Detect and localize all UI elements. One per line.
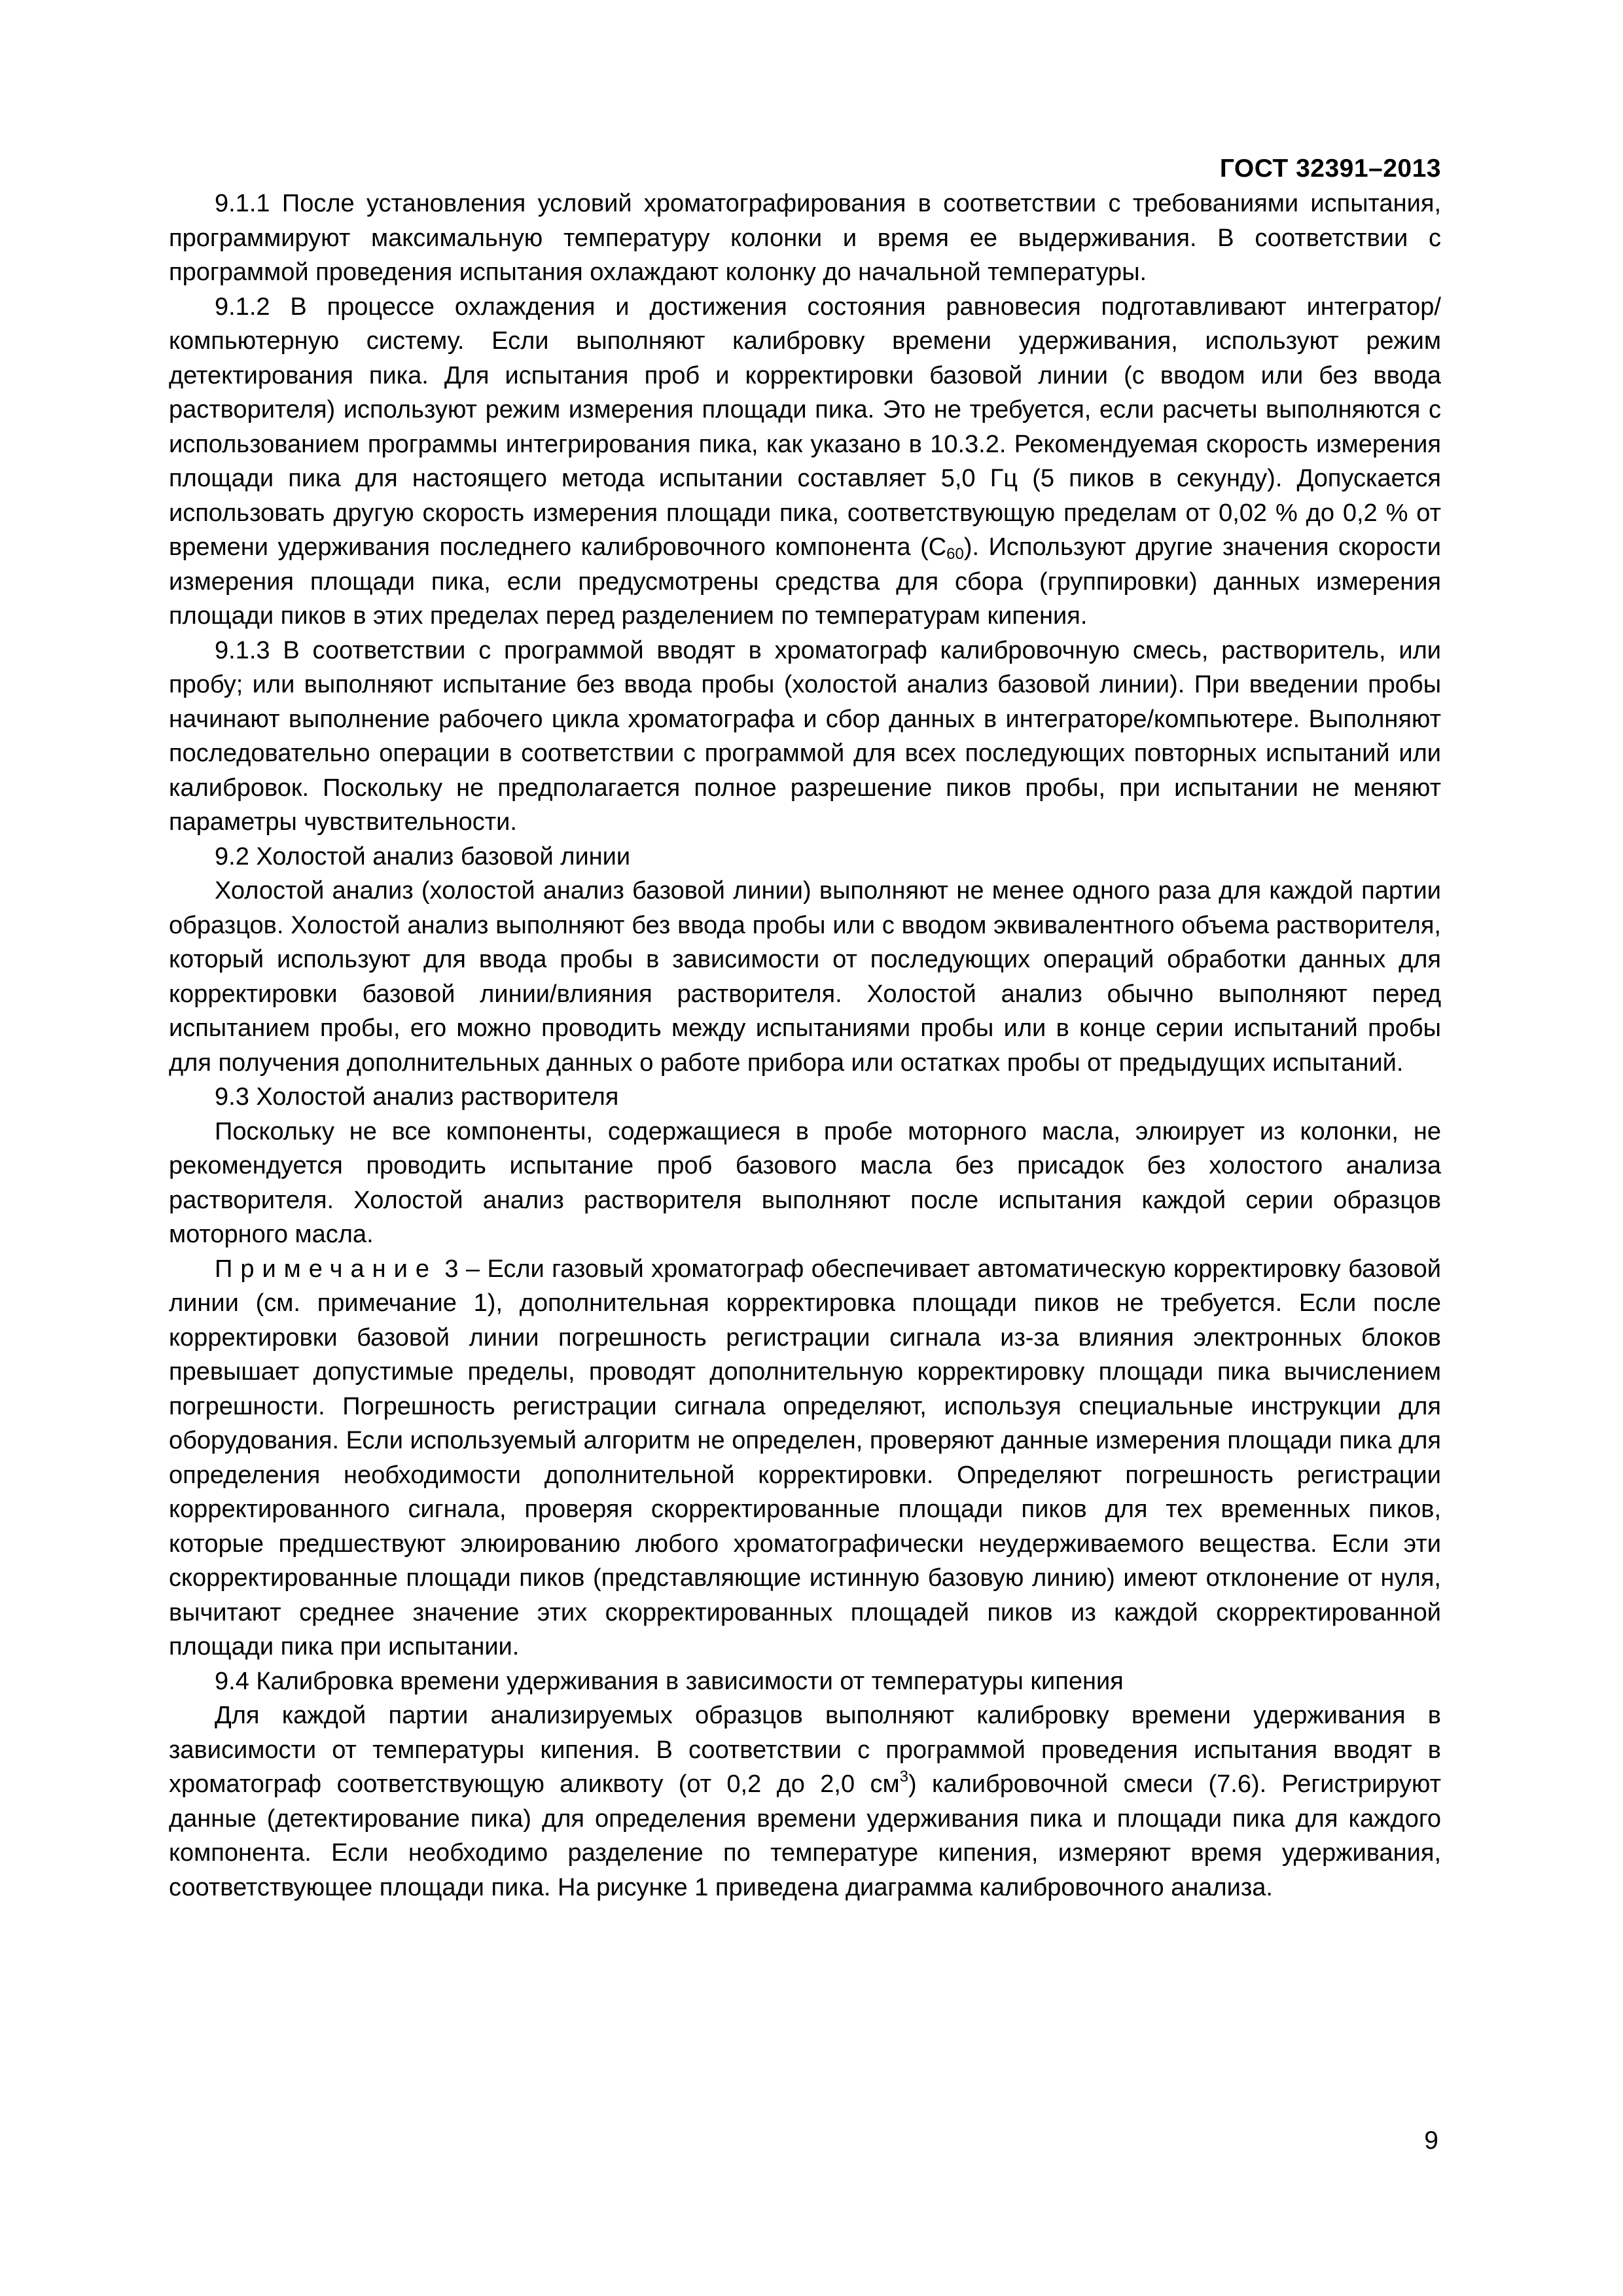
page-number: 9 bbox=[1424, 2126, 1438, 2155]
paragraph-9-4-part-a: Для каждой партии анализируемых образцов выполняют калибровку времени удерживания в зависимости от температуры кипения. В соответствии с программой проведения испытания вводят в хроматограф соответствующую аликвоту (от 0,2 до 2,0 см bbox=[169, 1702, 1441, 1798]
note-label: Примечание bbox=[215, 1255, 437, 1283]
document-header: ГОСТ 32391–2013 bbox=[1219, 154, 1441, 183]
note-text: 3 – Если газовый хроматограф обеспечивает автоматическую корректировку базовой линии (см. примечание 1), дополнительная корректировка площади пиков не требуется. Если после корректировки базовой линии погрешность регистрации сигнала из-за влияния электронных блоков превышает допустимые пределы, проводят дополнительную корректировку площади пика вычислением погрешности. Погрешность регистрации сигнала определяют, используя специальные инструкции для оборудования. Если используемый алгоритм не определен, проверяют данные измерения площади пика для определения необходимости дополнительной корректировки. Определяют погрешность регистрации корректированного сигнала, проверяя скорректированные площади пиков для тех временных пиков, которые предшествуют элюированию любого хроматографически неудерживаемого вещества. Если эти скорректированные площади пиков (представляющие истинную базовую линию) имеют отклонение от нуля, вычитают среднее значение этих скорректированных площадей пиков из каждой скорректированной площади пика при испытании. bbox=[169, 1255, 1441, 1660]
paragraph-9-1-1: 9.1.1 После установления условий хроматографирования в соответствии с требованиями испытания, программируют максимальную температуру колонки и время ее выдерживания. В соответствии с программой проведения испытания охлаждают колонку до начальной температуры. bbox=[169, 190, 1441, 286]
note-3 bbox=[169, 1252, 1441, 1664]
paragraph-9-1-2-part-a: 9.1.2 В процессе охлаждения и достижения состояния равновесия подготавливают интегратор/компьютерную систему. Если выполняют калибровку времени удерживания, используют режим детектирования пика. Для испытания проб и корректировки базовой линии (с вводом или без ввода растворителя) используют режим измерения площади пика. Это не требуется, если расчеты выполняются с использованием программы интегрирования пика, как указано в 10.3.2. Рекомендуемая скорость измерения площади пика для настоящего метода испытании составляет 5,0 Гц (5 пиков в секунду). Допускается использовать другую скорость измерения площади пика, соответствующую пределам от 0,02 % до 0,2 % от времени удерживания последнего калибровочного компонента (C bbox=[169, 293, 1441, 561]
section-heading-9-3: 9.3 Холостой анализ растворителя bbox=[215, 1083, 619, 1111]
paragraph-9-1-2-part-b: ). Используют другие значения скорости измерения площади пика, если предусмотрены средства для сбора (группировки) данных измерения площади пиков в этих пределах перед разделением по температурам кипения. bbox=[169, 533, 1442, 630]
superscript-3: 3 bbox=[899, 1768, 908, 1785]
paragraph-9-1-2 bbox=[169, 290, 1441, 634]
document-body bbox=[169, 187, 1441, 1905]
paragraph-9-3: Поскольку не все компоненты, содержащиеся в пробе моторного масла, элюирует из колонки, не рекомендуется проводить испытание проб базового масла без присадок без холостого анализа растворителя. Холостой анализ растворителя выполняют после испытания каждой серии образцов моторного масла. bbox=[169, 1117, 1441, 1248]
section-heading-9-2: 9.2 Холостой анализ базовой линии bbox=[215, 842, 631, 870]
paragraph-9-1-3: 9.1.3 В соответствии с программой вводят в хроматограф калибровочную смесь, растворитель, или пробу; или выполняют испытание без ввода пробы (холостой анализ базовой линии). При введении пробы начинают выполнение рабочего цикла хроматографа и сбор данных в интеграторе/компьютере. Выполняют последовательно операции в соответствии с программой для всех последующих повторных испытаний или калибровок. Поскольку не предполагается полное разрешение пиков пробы, при испытании не меняют параметры чувствительности. bbox=[169, 636, 1441, 836]
paragraph-9-4-part-b: ) калибровочной смеси (7.6). Регистрируют данные (детектирование пика) для определения времени удерживания пика и площади пика для каждого компонента. Если необходимо разделение по температуре кипения, измеряют время удерживания, соответствующее площади пика. На рисунке 1 приведена диаграмма калибровочного анализа. bbox=[169, 1770, 1441, 1901]
subscript-60: 60 bbox=[946, 545, 964, 563]
section-heading-9-4: 9.4 Калибровка времени удерживания в зависимости от температуры кипения bbox=[215, 1667, 1124, 1695]
paragraph-9-2: Холостой анализ (холостой анализ базовой линии) выполняют не менее одного раза для каждой партии образцов. Холостой анализ выполняют без ввода пробы или с вводом эквивалентного объема растворителя, который используют для ввода пробы в зависимости от последующих операций обработки данных для корректировки базовой линии/влияния растворителя. Холостой анализ обычно выполняют перед испытанием пробы, его можно проводить между испытаниями пробы или в конце серии испытаний пробы для получения дополнительных данных о работе прибора или остатках пробы от предыдущих испытаний. bbox=[169, 877, 1441, 1077]
paragraph-9-4 bbox=[169, 1698, 1441, 1905]
